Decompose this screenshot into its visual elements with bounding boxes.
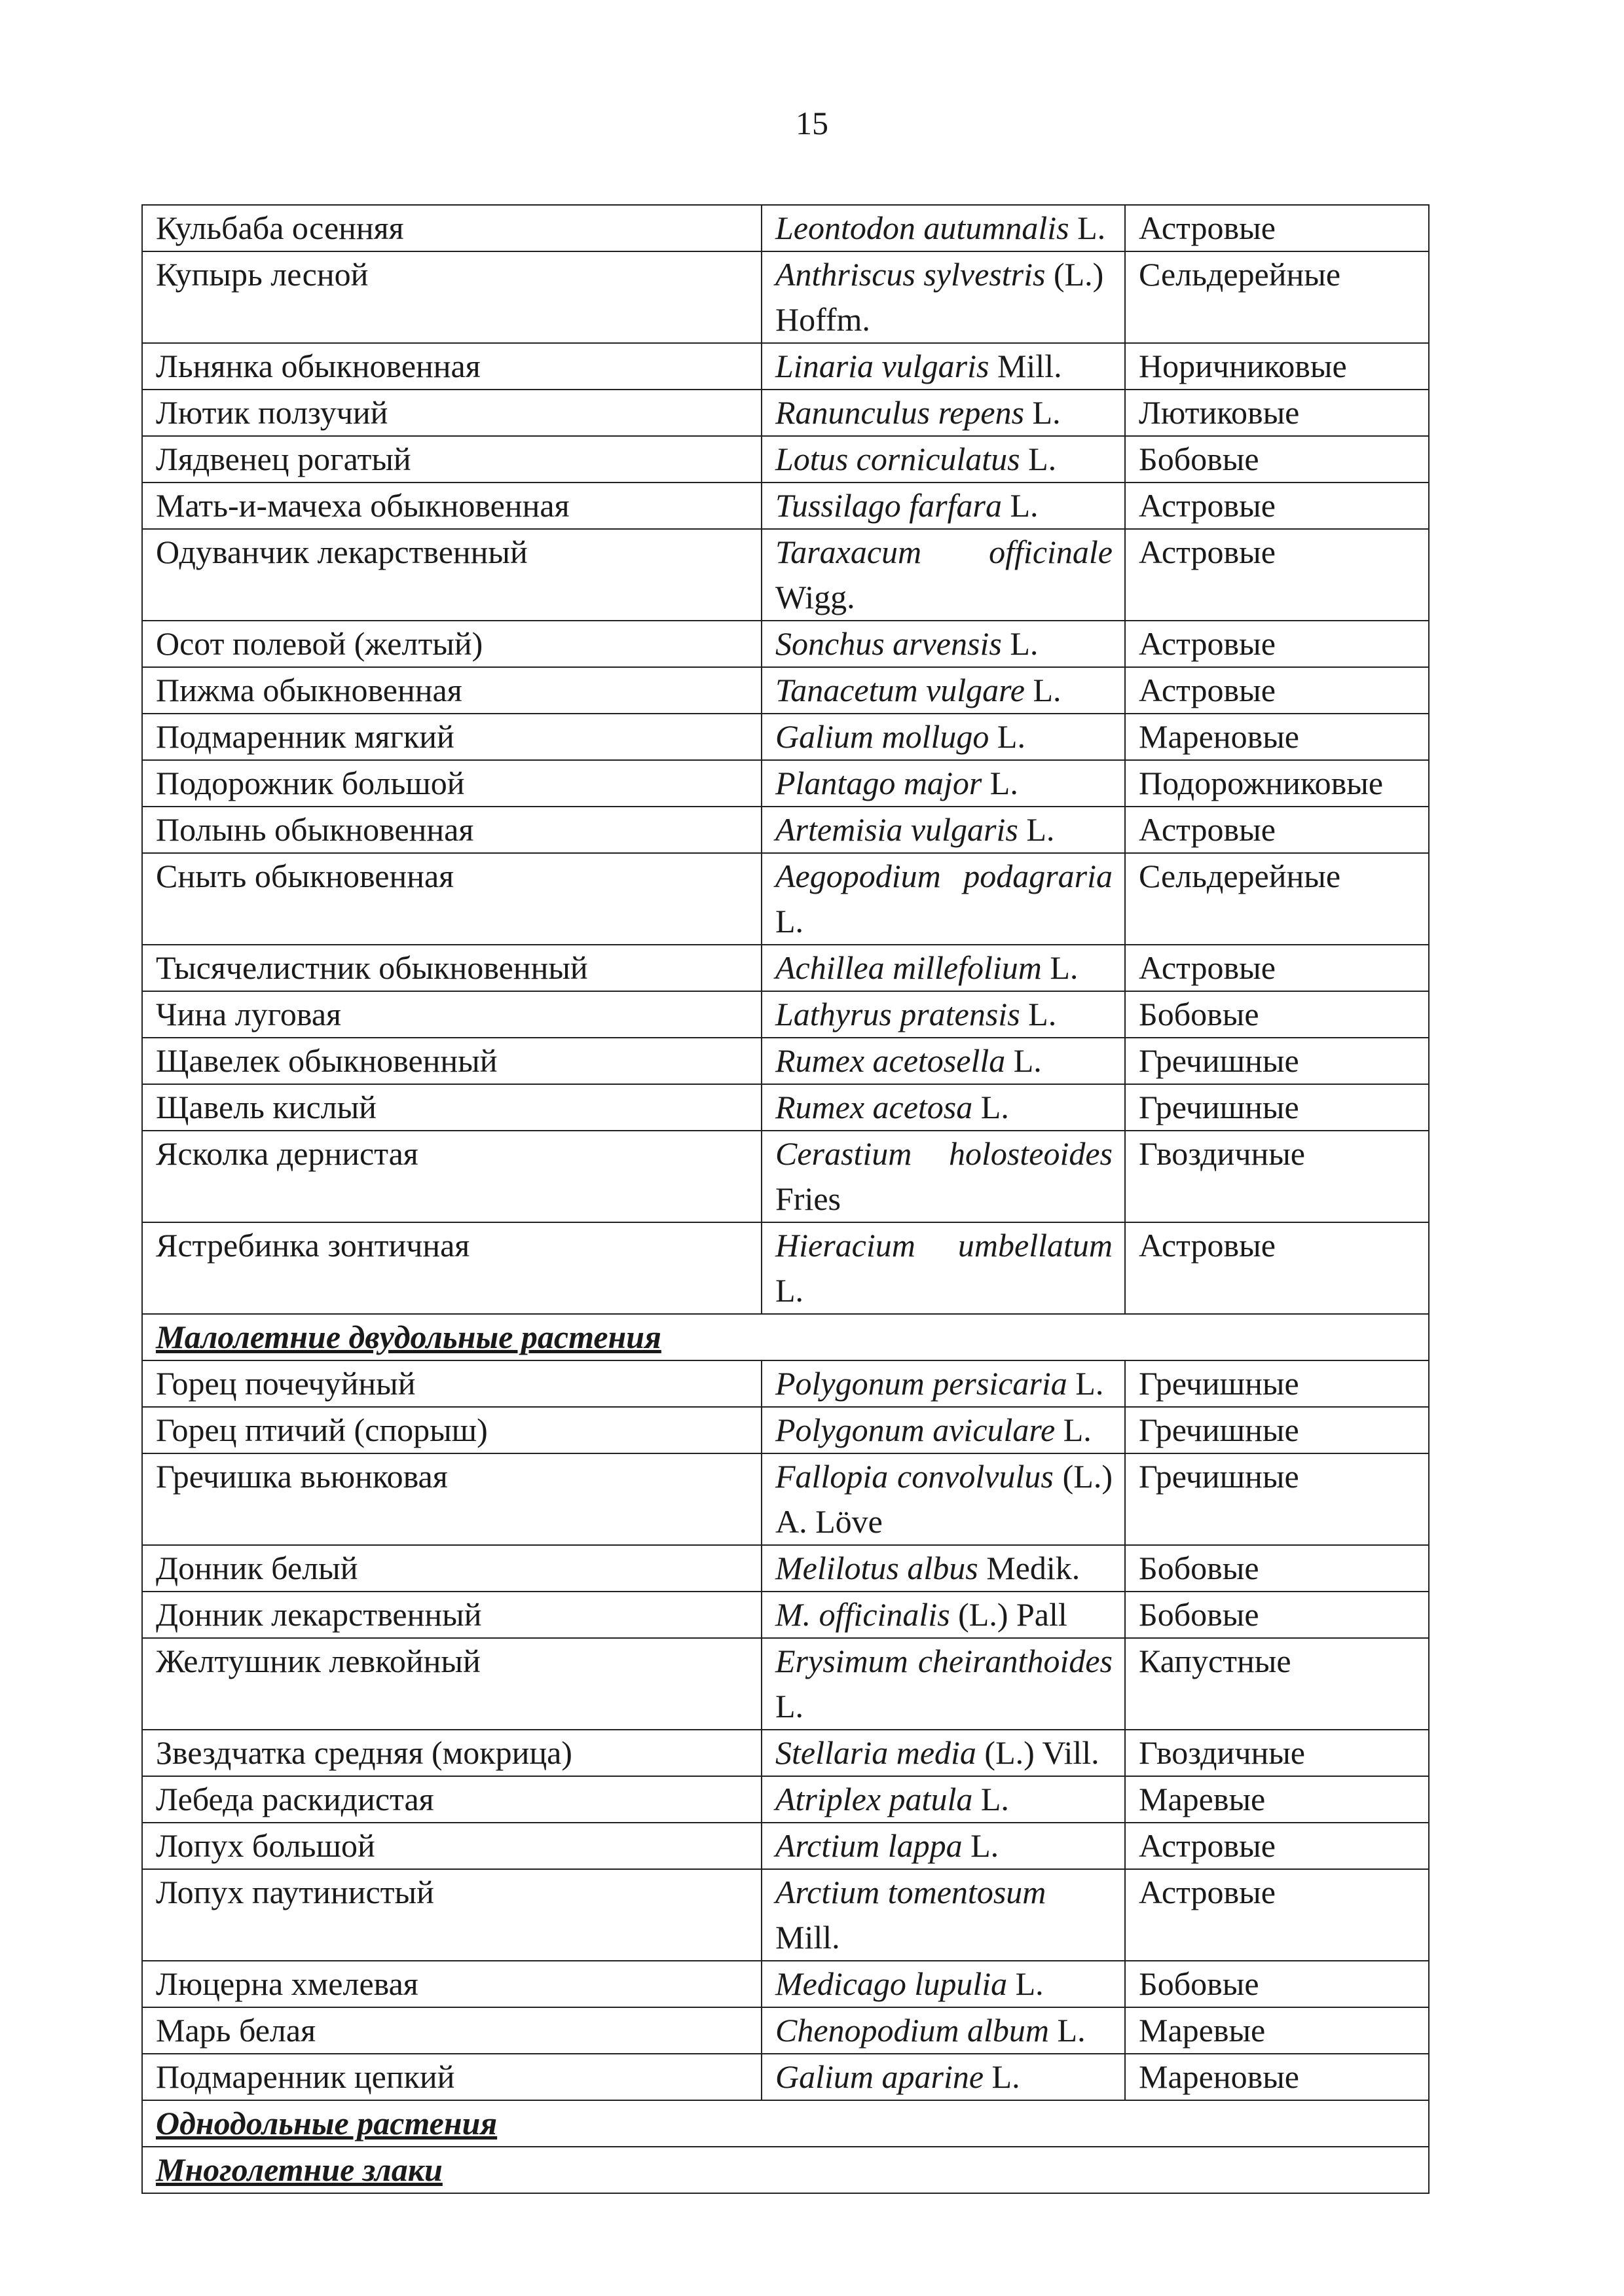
family-cell: Астровые [1125, 483, 1429, 529]
russian-name-cell: Подорожник большой [142, 760, 762, 807]
section-heading: Однодольные растения [142, 2100, 1429, 2147]
family-cell: Капустные [1125, 1638, 1429, 1730]
family-cell: Гвоздичные [1125, 1131, 1429, 1222]
family-cell: Бобовые [1125, 1961, 1429, 2007]
russian-name-cell: Осот полевой (желтый) [142, 621, 762, 667]
table-row [142, 1360, 1429, 1407]
russian-name-cell: Подмаренник цепкий [142, 2054, 762, 2100]
latin-name-cell [762, 760, 1125, 807]
russian-name-cell: Сныть обыкновенная [142, 853, 762, 945]
russian-name-cell: Чина луговая [142, 991, 762, 1038]
table-row [142, 390, 1429, 436]
table-row [142, 1407, 1429, 1453]
author-abbreviation: L. [775, 1272, 804, 1309]
table-row [142, 807, 1429, 853]
author-abbreviation: L. [984, 2058, 1020, 2095]
author-abbreviation: L. [775, 1688, 804, 1724]
species-name: Rumex acetosella [775, 1042, 1006, 1079]
latin-name-cell [762, 1222, 1125, 1314]
species-name: Fallopia convolvulus [775, 1458, 1054, 1495]
page-number: 15 [796, 105, 828, 141]
latin-name-cell [762, 1545, 1125, 1592]
plant-table-body [142, 205, 1429, 2193]
table-row [142, 1869, 1429, 1961]
author-abbreviation: L. [775, 903, 804, 939]
species-name: Tanacetum vulgare [775, 672, 1025, 708]
species-name: Stellaria media [775, 1734, 976, 1771]
author-abbreviation: L. [1007, 1965, 1044, 2002]
table-row [142, 1084, 1429, 1131]
family-cell: Астровые [1125, 1222, 1429, 1314]
russian-name-cell: Лютик ползучий [142, 390, 762, 436]
species-name: Aegopodium podagraria [775, 858, 1113, 894]
species-name: Artemisia vulgaris [775, 811, 1018, 848]
latin-name-cell [762, 1592, 1125, 1638]
latin-name-cell [762, 714, 1125, 760]
section-row [142, 2100, 1429, 2147]
author-abbreviation: L. [989, 718, 1025, 755]
species-name: Melilotus albus [775, 1550, 978, 1586]
family-cell: Маревые [1125, 1776, 1429, 1823]
species-name: Polygonum persicaria [775, 1365, 1067, 1402]
species-name: Arctium tomentosum [775, 1874, 1046, 1910]
family-cell: Астровые [1125, 945, 1429, 991]
species-name: Hieracium umbellatum [775, 1227, 1113, 1264]
russian-name-cell: Гречишка вьюнковая [142, 1453, 762, 1545]
latin-name-cell [762, 343, 1125, 390]
russian-name-cell: Купырь лесной [142, 251, 762, 343]
author-abbreviation: L. [1005, 1042, 1042, 1079]
table-row [142, 1961, 1429, 2007]
family-cell: Гречишные [1125, 1038, 1429, 1084]
author-abbreviation: (L.) Vill. [976, 1734, 1099, 1771]
russian-name-cell: Лопух большой [142, 1823, 762, 1869]
author-abbreviation: L. [1020, 441, 1057, 477]
author-abbreviation: Fries [775, 1180, 841, 1217]
russian-name-cell: Ясколка дернистая [142, 1131, 762, 1222]
table-row [142, 760, 1429, 807]
species-name: Taraxacum officinale [775, 534, 1113, 570]
latin-name-cell [762, 1407, 1125, 1453]
section-heading: Многолетние злаки [142, 2147, 1429, 2193]
species-name: Medicago lupulia [775, 1965, 1008, 2002]
russian-name-cell: Лебеда раскидистая [142, 1776, 762, 1823]
family-cell: Астровые [1125, 667, 1429, 714]
latin-name-cell [762, 1038, 1125, 1084]
species-name: Leontodon autumnalis [775, 210, 1069, 246]
table-row [142, 436, 1429, 483]
family-cell: Сельдерейные [1125, 853, 1429, 945]
species-name: Achillea millefolium [775, 949, 1042, 986]
species-name: Plantago major [775, 765, 982, 801]
latin-name-cell [762, 2054, 1125, 2100]
latin-name-cell [762, 2007, 1125, 2054]
table-row [142, 853, 1429, 945]
latin-name-cell [762, 1084, 1125, 1131]
russian-name-cell: Горец почечуйный [142, 1360, 762, 1407]
russian-name-cell: Мать-и-мачеха обыкновенная [142, 483, 762, 529]
latin-name-cell [762, 1730, 1125, 1776]
section-heading: Малолетние двудольные растения [142, 1314, 1429, 1360]
family-cell: Гвоздичные [1125, 1730, 1429, 1776]
family-cell: Подорожниковые [1125, 760, 1429, 807]
latin-name-cell [762, 1776, 1125, 1823]
species-name: Anthriscus sylvestris [775, 256, 1046, 293]
russian-name-cell: Подмаренник мягкий [142, 714, 762, 760]
table-row [142, 714, 1429, 760]
species-name: Tussilago farfara [775, 487, 1002, 524]
author-abbreviation: (L.) Hoffm. [775, 256, 1104, 338]
table-row [142, 1592, 1429, 1638]
section-row [142, 1314, 1429, 1360]
russian-name-cell: Щавель кислый [142, 1084, 762, 1131]
table-row [142, 1453, 1429, 1545]
russian-name-cell: Пижма обыкновенная [142, 667, 762, 714]
species-name: Ranunculus repens [775, 394, 1025, 431]
russian-name-cell: Желтушник левкойный [142, 1638, 762, 1730]
species-name: Linaria vulgaris [775, 348, 989, 384]
family-cell: Бобовые [1125, 436, 1429, 483]
family-cell: Астровые [1125, 621, 1429, 667]
family-cell: Маревые [1125, 2007, 1429, 2054]
russian-name-cell: Ястребинка зонтичная [142, 1222, 762, 1314]
species-name: Galium mollugo [775, 718, 989, 755]
russian-name-cell: Лопух паутинистый [142, 1869, 762, 1961]
species-name: Erysimum cheiranthoides [775, 1643, 1113, 1679]
latin-name-cell [762, 991, 1125, 1038]
russian-name-cell: Полынь обыкновенная [142, 807, 762, 853]
author-abbreviation: Mill. [989, 348, 1062, 384]
species-name: Rumex acetosa [775, 1089, 973, 1125]
author-abbreviation: L. [1049, 2012, 1086, 2049]
species-name: Cerastium holosteoides [775, 1135, 1113, 1172]
table-row [142, 991, 1429, 1038]
latin-name-cell [762, 853, 1125, 945]
russian-name-cell: Лядвенец рогатый [142, 436, 762, 483]
latin-name-cell [762, 807, 1125, 853]
table-row [142, 1823, 1429, 1869]
table-row [142, 529, 1429, 621]
author-abbreviation: L. [1018, 811, 1055, 848]
russian-name-cell: Горец птичий (спорыш) [142, 1407, 762, 1453]
russian-name-cell: Одуванчик лекарственный [142, 529, 762, 621]
author-abbreviation: L. [972, 1089, 1009, 1125]
table-row [142, 945, 1429, 991]
table-row [142, 1222, 1429, 1314]
table-row [142, 2054, 1429, 2100]
author-abbreviation: L. [1067, 1365, 1104, 1402]
author-abbreviation: L. [1041, 949, 1079, 986]
species-name: Galium aparine [775, 2058, 984, 2095]
latin-name-cell [762, 667, 1125, 714]
family-cell: Астровые [1125, 529, 1429, 621]
table-row [142, 621, 1429, 667]
latin-name-cell [762, 945, 1125, 991]
species-name: Arctium lappa [775, 1827, 963, 1864]
species-name: Sonchus arvensis [775, 625, 1002, 662]
family-cell: Мареновые [1125, 2054, 1429, 2100]
species-name: Polygonum aviculare [775, 1412, 1056, 1448]
author-abbreviation: L. [1069, 210, 1106, 246]
author-abbreviation: L. [1001, 625, 1039, 662]
table-row [142, 251, 1429, 343]
latin-name-cell [762, 1453, 1125, 1545]
table-row [142, 1038, 1429, 1084]
latin-name-cell [762, 390, 1125, 436]
latin-name-cell [762, 436, 1125, 483]
family-cell: Астровые [1125, 1823, 1429, 1869]
table-row [142, 667, 1429, 714]
species-name: Atriplex patula [775, 1781, 973, 1817]
table-row [142, 343, 1429, 390]
table-row [142, 1730, 1429, 1776]
latin-name-cell [762, 529, 1125, 621]
author-abbreviation: (L.) Pall [950, 1596, 1067, 1633]
russian-name-cell: Звездчатка средняя (мокрица) [142, 1730, 762, 1776]
table-row [142, 205, 1429, 251]
latin-name-cell [762, 1961, 1125, 2007]
author-abbreviation: L. [972, 1781, 1009, 1817]
family-cell: Мареновые [1125, 714, 1429, 760]
russian-name-cell: Тысячелистник обыкновенный [142, 945, 762, 991]
species-name: Lotus corniculatus [775, 441, 1020, 477]
author-abbreviation: Wigg. [775, 579, 855, 615]
author-abbreviation: Medik. [978, 1550, 1080, 1586]
table-row [142, 1545, 1429, 1592]
author-abbreviation: L. [982, 765, 1018, 801]
russian-name-cell: Щавелек обыкновенный [142, 1038, 762, 1084]
family-cell: Гречишные [1125, 1407, 1429, 1453]
russian-name-cell: Донник лекарственный [142, 1592, 762, 1638]
plant-table [141, 204, 1430, 2194]
family-cell: Гречишные [1125, 1084, 1429, 1131]
russian-name-cell: Кульбаба осенняя [142, 205, 762, 251]
author-abbreviation: L. [1024, 394, 1061, 431]
latin-name-cell [762, 1823, 1125, 1869]
russian-name-cell: Люцерна хмелевая [142, 1961, 762, 2007]
latin-name-cell [762, 1638, 1125, 1730]
author-abbreviation: (L.) A. Löve [775, 1458, 1113, 1540]
table-row [142, 1638, 1429, 1730]
family-cell: Гречишные [1125, 1453, 1429, 1545]
latin-name-cell [762, 205, 1125, 251]
family-cell: Астровые [1125, 205, 1429, 251]
latin-name-cell [762, 483, 1125, 529]
author-abbreviation: L. [1020, 996, 1057, 1032]
species-name: Lathyrus pratensis [775, 996, 1020, 1032]
table-row [142, 483, 1429, 529]
latin-name-cell [762, 251, 1125, 343]
latin-name-cell [762, 1869, 1125, 1961]
author-abbreviation: L. [1024, 672, 1061, 708]
latin-name-cell [762, 1360, 1125, 1407]
section-row [142, 2147, 1429, 2193]
family-cell: Астровые [1125, 1869, 1429, 1961]
latin-name-cell [762, 1131, 1125, 1222]
russian-name-cell: Донник белый [142, 1545, 762, 1592]
species-name: Chenopodium album [775, 2012, 1050, 2049]
family-cell: Норичниковые [1125, 343, 1429, 390]
family-cell: Сельдерейные [1125, 251, 1429, 343]
author-abbreviation: L. [1001, 487, 1039, 524]
author-abbreviation: L. [962, 1827, 999, 1864]
latin-name-cell [762, 621, 1125, 667]
author-abbreviation: Mill. [775, 1919, 840, 1956]
table-row [142, 2007, 1429, 2054]
family-cell: Лютиковые [1125, 390, 1429, 436]
author-abbreviation: L. [1055, 1412, 1092, 1448]
family-cell: Астровые [1125, 807, 1429, 853]
russian-name-cell: Марь белая [142, 2007, 762, 2054]
family-cell: Гречишные [1125, 1360, 1429, 1407]
table-row [142, 1131, 1429, 1222]
table-row [142, 1776, 1429, 1823]
family-cell: Бобовые [1125, 1545, 1429, 1592]
russian-name-cell: Льнянка обыкновенная [142, 343, 762, 390]
species-name: M. officinalis [775, 1596, 950, 1633]
family-cell: Бобовые [1125, 1592, 1429, 1638]
family-cell: Бобовые [1125, 991, 1429, 1038]
